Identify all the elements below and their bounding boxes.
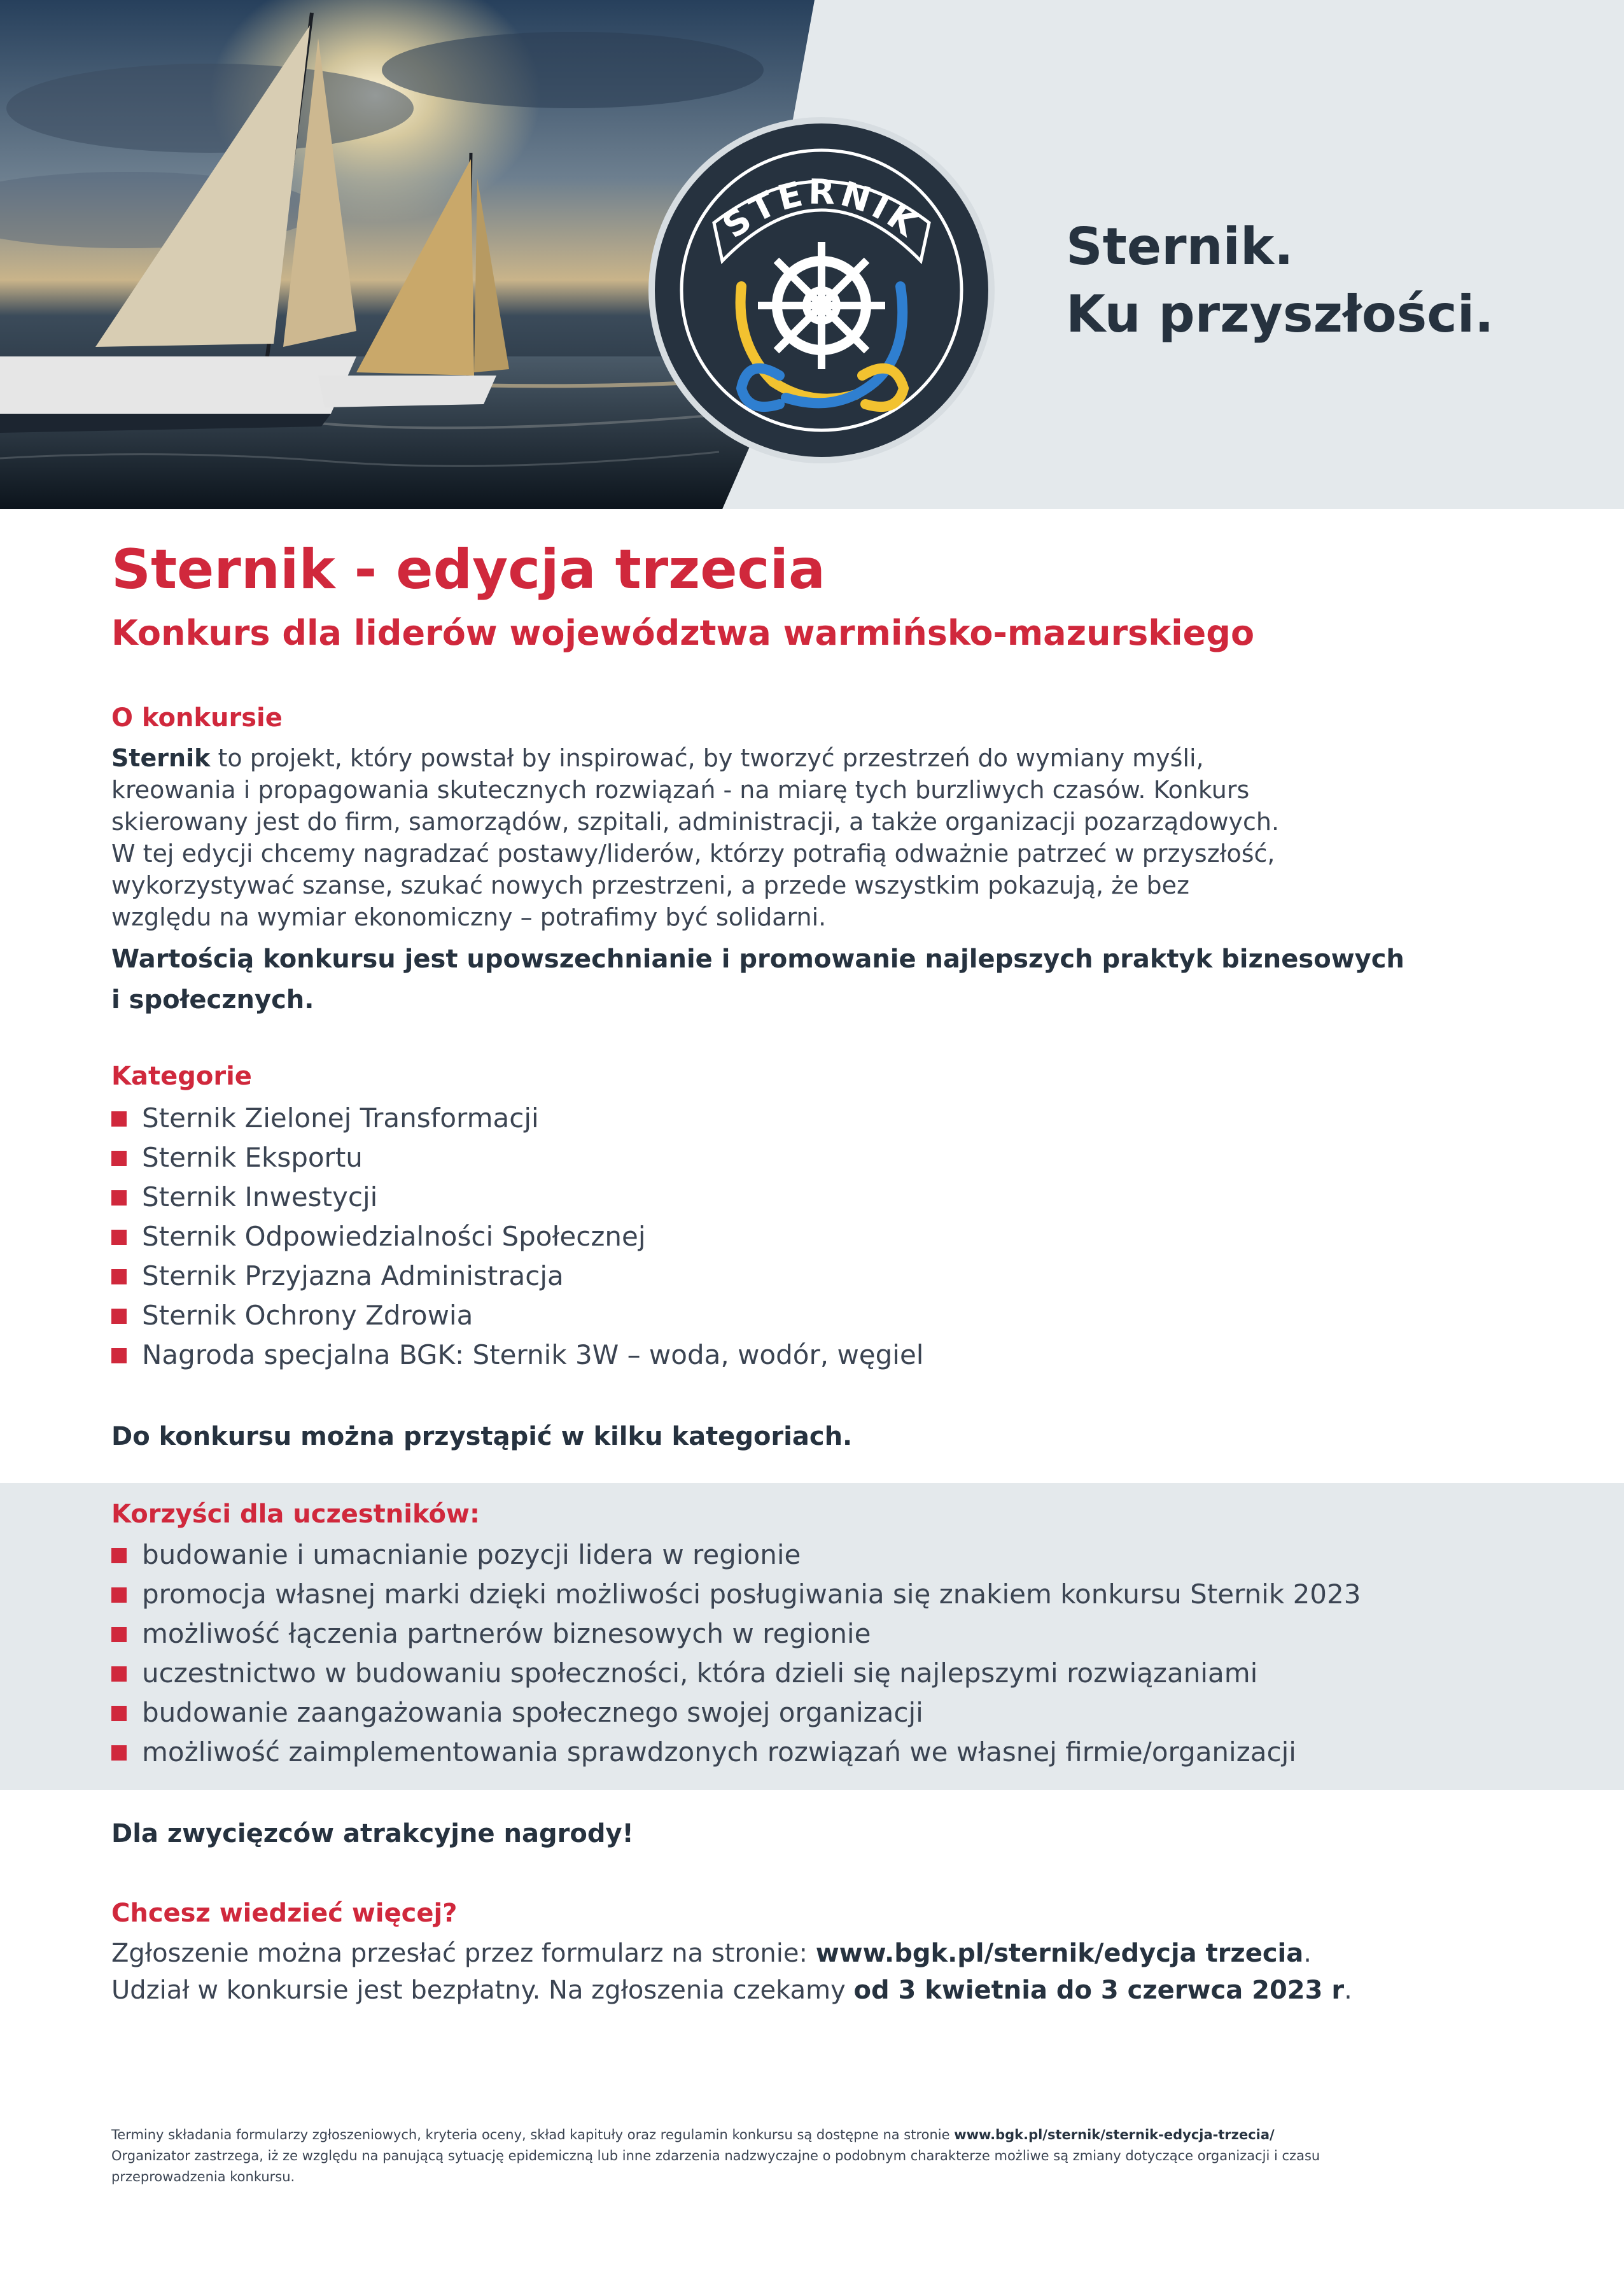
tagline [1066, 213, 1494, 348]
about-paragraph [111, 742, 1524, 933]
logo-text: STERNIK [715, 171, 928, 246]
hero-banner [0, 0, 1624, 509]
list-item: Sternik Eksportu [111, 1138, 923, 1178]
ship-wheel-icon [758, 242, 885, 369]
intro-rest: to projekt, który powstał by inspirować, by tworzyć przestrzeń do wymiany myśli, [210, 744, 1204, 772]
bullet-square-icon [111, 1706, 127, 1721]
about-line: wykorzystywać szanse, szukać nowych przestrzeni, a przede wszystkim pokazują, że bez [111, 871, 1189, 899]
entry-form-link[interactable]: www.bgk.pl/sternik/edycja trzecia [815, 1939, 1304, 1968]
list-item: promocja własnej marki dzięki możliwości posługiwania się znakiem konkursu Sternik 2023 [111, 1575, 1361, 1614]
list-item: budowanie i umacnianie pozycji lidera w regionie [111, 1535, 1361, 1575]
list-item: Sternik Inwestycji [111, 1178, 923, 1217]
bullet-square-icon [111, 1111, 127, 1127]
page-title: Sternik - edycja trzecia [111, 538, 826, 601]
list-item: możliwość zaimplementowania sprawdzonych rozwiązań we własnej firmie/organizacji [111, 1733, 1361, 1772]
deadline-dates: od 3 kwietnia do 3 czerwca 2023 r [853, 1976, 1345, 2005]
rules-link[interactable]: www.bgk.pl/sternik/sternik-edycja-trzecia/ [954, 2127, 1275, 2142]
list-item: uczestnictwo w budowaniu społeczności, która dzieli się najlepszymi rozwiązaniami [111, 1654, 1361, 1693]
more-info-line-1: Zgłoszenie można przesłać przez formularz na stronie: www.bgk.pl/sternik/edycja trzecia. [111, 1939, 1312, 1968]
more-info-line-2: Udział w konkursie jest bezpłatny. Na zgłoszenia czekamy od 3 kwietnia do 3 czerwca 2023 r. [111, 1976, 1352, 2005]
bullet-square-icon [111, 1745, 127, 1761]
bullet-square-icon [111, 1627, 127, 1642]
bullet-square-icon [111, 1666, 127, 1682]
tagline-line-2: Ku przyszłości. [1066, 285, 1494, 344]
about-line: kreowania i propagowania skutecznych rozwiązań - na miarę tych burzliwych czasów. Konkurs [111, 776, 1250, 804]
more-info-paragraph [111, 1935, 1524, 2009]
about-line: W tej edycji chcemy nagradzać postawy/liderów, którzy potrafią odważnie patrzeć w przyszłość, [111, 840, 1275, 868]
more-info-heading: Chcesz wiedzieć więcej? [111, 1899, 458, 1928]
categories-note: Do konkursu można przystąpić w kilku kategoriach. [111, 1422, 853, 1451]
intro-bold: Sternik [111, 744, 211, 772]
categories-list [111, 1099, 923, 1375]
value-statement-line-2: i społecznych. [111, 985, 314, 1015]
footer-notes [111, 2125, 1524, 2188]
bullet-square-icon [111, 1348, 127, 1363]
page-subtitle: Konkurs dla liderów województwa warmińsko-mazurskiego [111, 613, 1255, 653]
bullet-square-icon [111, 1230, 127, 1245]
list-item: możliwość łączenia partnerów biznesowych w regionie [111, 1614, 1361, 1654]
about-heading: O konkursie [111, 703, 283, 733]
bullet-square-icon [111, 1269, 127, 1284]
prizes-text: Dla zwycięzców atrakcyjne nagrody! [111, 1819, 634, 1848]
list-item: Sternik Odpowiedzialności Społecznej [111, 1217, 923, 1256]
footer-line-1: Terminy składania formularzy zgłoszeniowych, kryteria oceny, skład kapituły oraz regulamin konkursu są dostępne na stronie www.bgk.pl/sternik/sternik-edycja-trzecia/ [111, 2127, 1275, 2142]
bullet-square-icon [111, 1587, 127, 1603]
about-line-intro [111, 742, 1524, 774]
about-line: skierowany jest do firm, samorządów, szpitali, administracji, a także organizacji pozarządowych. [111, 808, 1280, 836]
list-item: Sternik Zielonej Transformacji [111, 1099, 923, 1138]
footer-line-2: Organizator zastrzega, iż ze względu na panującą sytuację epidemiczną lub inne zdarzenia nadzwyczajne o podobnym charakterze możliwe są zmiany dotyczące organizacji i czasu [111, 2148, 1320, 2163]
list-item: Sternik Przyjazna Administracja [111, 1256, 923, 1296]
bullet-square-icon [111, 1548, 127, 1563]
sternik-logo [646, 115, 997, 466]
value-statement-line-1: Wartością konkursu jest upowszechnianie i promowanie najlepszych praktyk biznesowych [111, 945, 1404, 974]
about-line: względu na wymiar ekonomiczny – potrafimy być solidarni. [111, 903, 827, 931]
bullet-square-icon [111, 1309, 127, 1324]
categories-heading: Kategorie [111, 1062, 252, 1091]
footer-line-3: przeprowadzenia konkursu. [111, 2169, 295, 2184]
bullet-square-icon [111, 1151, 127, 1166]
list-item: budowanie zaangażowania społecznego swojej organizacji [111, 1693, 1361, 1733]
bullet-square-icon [111, 1190, 127, 1206]
benefits-list [111, 1535, 1361, 1772]
benefits-heading: Korzyści dla uczestników: [111, 1500, 480, 1529]
list-item: Nagroda specjalna BGK: Sternik 3W – woda, wodór, węgiel [111, 1335, 923, 1375]
list-item: Sternik Ochrony Zdrowia [111, 1296, 923, 1335]
tagline-line-1: Sternik. [1066, 217, 1294, 276]
